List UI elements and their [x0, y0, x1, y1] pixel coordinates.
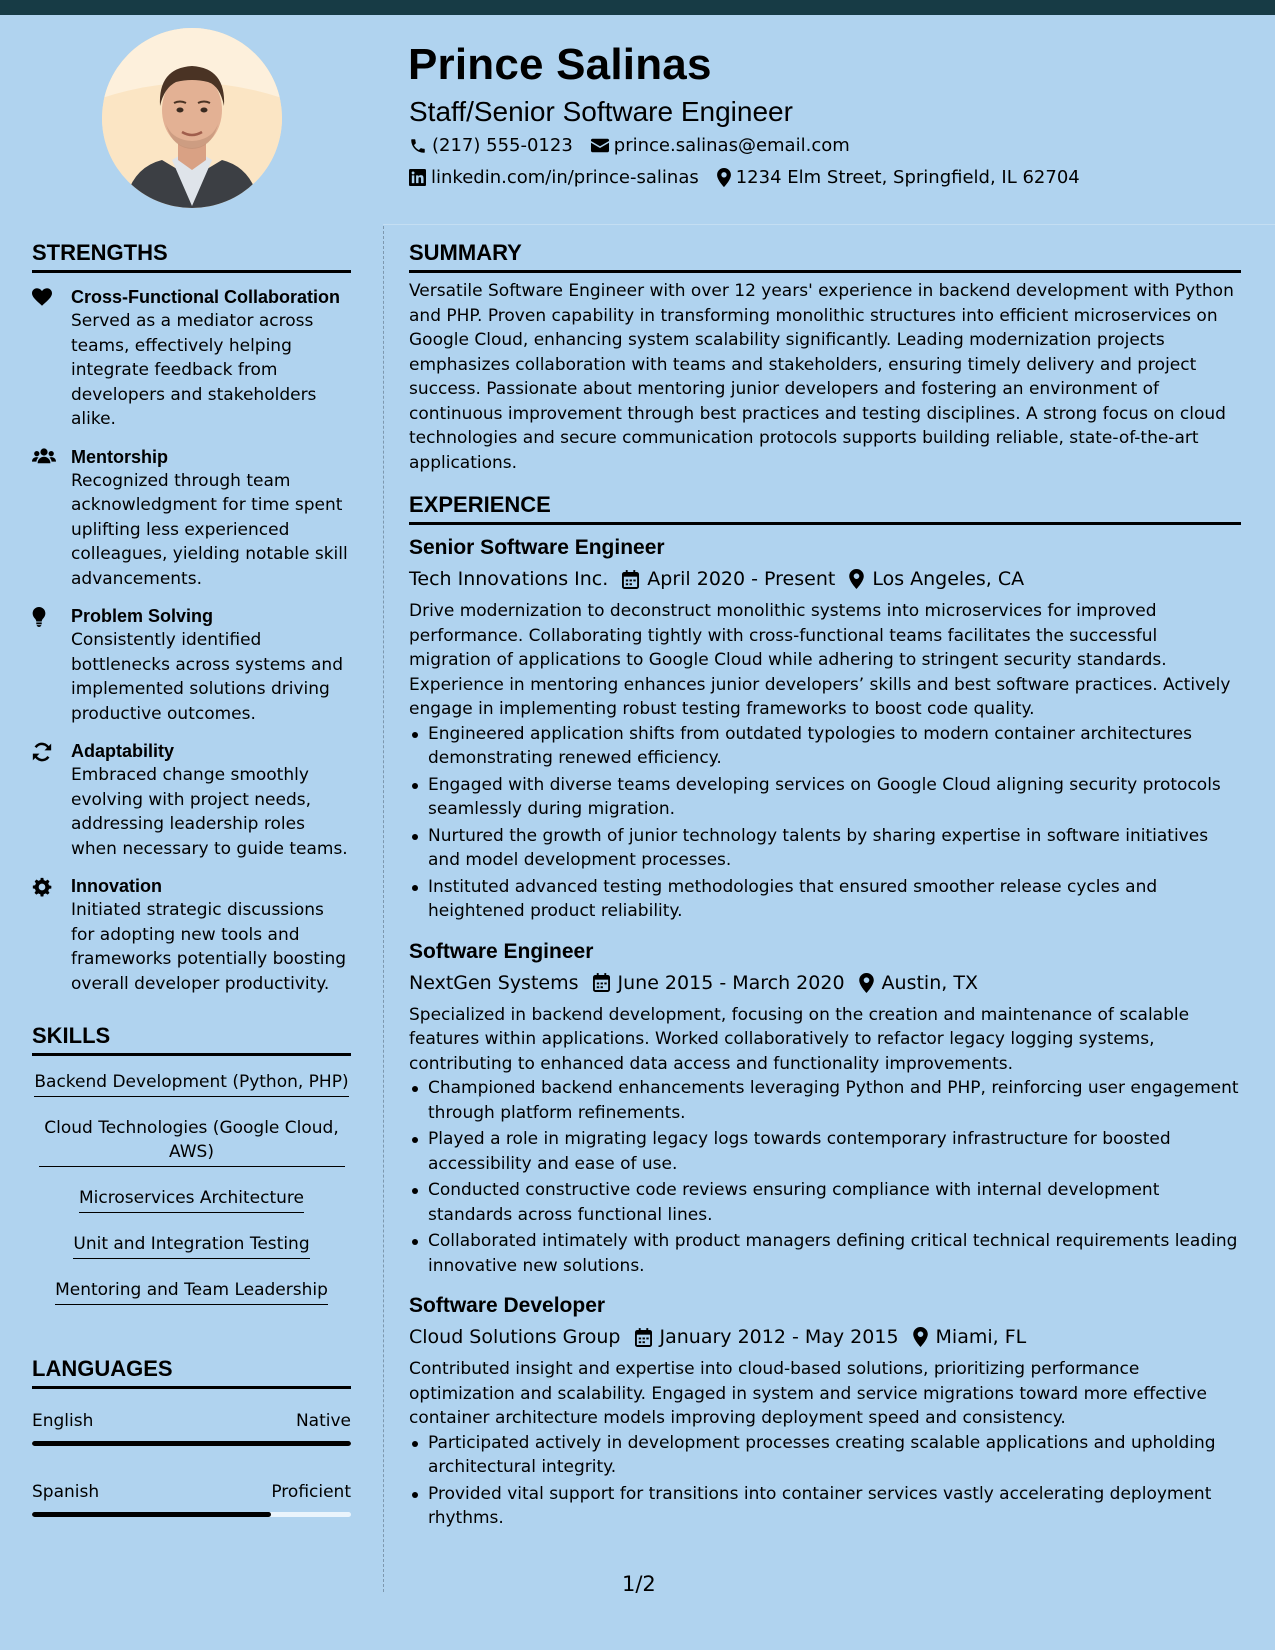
list-item: Provided vital support for transitions into container services vastly accelerating deployment rhythms. — [409, 1482, 1241, 1531]
language-name: English — [32, 1411, 94, 1431]
job-dates — [622, 565, 835, 593]
strength-title: Mentorship — [71, 446, 168, 467]
strength-item — [32, 739, 351, 861]
skills-list — [32, 1062, 351, 1316]
job-location-text: Miami, FL — [935, 1326, 1027, 1348]
list-item: Participated actively in development processes creating scalable applications and upholding architectural integrity. — [409, 1431, 1241, 1480]
main-content — [409, 240, 1241, 1533]
strength-title: Adaptability — [71, 741, 175, 761]
skills-heading: SKILLS — [32, 1023, 351, 1056]
job-entry — [409, 534, 1241, 924]
skill-tag: Microservices Architecture — [79, 1178, 304, 1213]
phone-contact — [409, 135, 573, 156]
avatar — [102, 28, 282, 208]
email-text[interactable]: prince.salinas@email.com — [613, 135, 850, 156]
strength-title: Cross-Functional Collaboration — [71, 287, 341, 307]
job-dates-text: April 2020 - Present — [647, 568, 836, 590]
strength-desc: Embraced change smoothly evolving with project needs, addressing leadership roles when necessary to guide teams. — [71, 765, 348, 859]
company-name: Cloud Solutions Group — [409, 1326, 621, 1348]
calendar-icon — [622, 570, 639, 589]
sidebar — [32, 240, 351, 1517]
heart-icon — [32, 288, 52, 306]
job-dates — [593, 969, 845, 997]
strengths-list — [32, 285, 351, 996]
strength-title: Problem Solving — [71, 606, 214, 626]
list-item: Played a role in migrating legacy logs towards contemporary infrastructure for boosted accessibility and ease of use. — [409, 1127, 1241, 1176]
linkedin-contact[interactable] — [409, 167, 699, 188]
skill-tag: Backend Development (Python, PHP) — [34, 1062, 348, 1097]
skill-tag: Mentoring and Team Leadership — [55, 1270, 328, 1305]
list-item: Instituted advanced testing methodologies that ensured smoother release cycles and heightened product reliability. — [409, 875, 1241, 924]
job-entry — [409, 1292, 1241, 1531]
location-pin-icon — [849, 569, 864, 589]
calendar-icon — [635, 1328, 652, 1347]
job-entry — [409, 938, 1241, 1279]
language-item — [32, 1409, 351, 1446]
strengths-heading: STRENGTHS — [32, 240, 351, 273]
phone-icon — [409, 137, 427, 155]
location-pin-icon — [859, 973, 874, 993]
job-dates — [635, 1323, 899, 1351]
strength-item — [32, 604, 351, 726]
calendar-icon — [593, 973, 610, 992]
summary-heading: SUMMARY — [409, 240, 1241, 273]
address-text: 1234 Elm Street, Springfield, IL 62704 — [735, 167, 1080, 188]
strength-desc: Served as a mediator across teams, effectively helping integrate feedback from developers and stakeholders alike. — [71, 311, 317, 429]
job-bullets — [409, 1431, 1241, 1531]
top-accent-bar — [0, 0, 1275, 15]
language-level: Proficient — [271, 1482, 351, 1502]
envelope-icon — [591, 138, 609, 153]
job-location — [849, 565, 1024, 593]
phone-text: (217) 555-0123 — [432, 135, 573, 156]
users-icon — [32, 448, 56, 464]
job-description: Specialized in backend development, focusing on the creation and maintenance of scalable features within applications. Worked collaboratively to refactor legacy logging systems, contributing to enhanced data access and functionality improvements. — [409, 1004, 1190, 1074]
job-role: Software Developer — [409, 1294, 606, 1317]
location-pin-icon — [717, 168, 731, 187]
company-name: Tech Innovations Inc. — [409, 568, 609, 590]
job-description: Contributed insight and expertise into cloud-based solutions, prioritizing performance optimization and scalability. Engaged in system and service migrations toward more effective container architecture models improving deployment speed and consistency. — [409, 1359, 1207, 1428]
linkedin-text[interactable]: linkedin.com/in/prince-salinas — [431, 167, 699, 188]
job-meta — [409, 969, 1241, 997]
strength-item — [32, 445, 351, 592]
strength-desc: Initiated strategic discussions for adopting new tools and frameworks potentially boosting overall developer productivity. — [71, 900, 347, 994]
list-item: Engineered application shifts from outdated typologies to modern container architectures demonstrating renewed efficiency. — [409, 722, 1241, 771]
list-item: Engaged with diverse teams developing services on Google Cloud aligning security protocols seamlessly during migration. — [409, 773, 1241, 822]
candidate-name: Prince Salinas — [408, 40, 712, 89]
contact-row — [409, 135, 868, 156]
experience-heading: EXPERIENCE — [409, 492, 1241, 525]
job-meta — [409, 565, 1241, 593]
strength-desc: Consistently identified bottlenecks across systems and implemented solutions driving productive outcomes. — [71, 630, 343, 724]
language-proficiency-fill — [32, 1512, 271, 1517]
job-location-text: Los Angeles, CA — [872, 568, 1025, 590]
language-name: Spanish — [32, 1482, 100, 1502]
summary-text: Versatile Software Engineer with over 12 years' experience in backend development with Python and PHP. Proven capability in transforming monolithic structures into efficient microservices on Google Cloud, enhancing system scalability significantly. Leading modernization projects emphasizes collaboration with teams and stakeholders, ensuring timely delivery and project success. Passionate about mentoring junior developers and fostering an environment of continuous improvement through best practices and testing disciplines. A strong focus on cloud technologies and secure communication protocols supports building reliable, state-of-the-art applications. — [409, 281, 1234, 473]
job-location-text: Austin, TX — [881, 971, 978, 994]
company-name: NextGen Systems — [409, 971, 579, 994]
job-dates-text: June 2015 - March 2020 — [617, 971, 845, 994]
skill-tag: Unit and Integration Testing — [73, 1224, 309, 1259]
skill-tag: Cloud Technologies (Google Cloud, AWS) — [39, 1108, 345, 1167]
job-location — [859, 969, 978, 997]
job-bullets — [409, 1076, 1241, 1278]
strength-title: Innovation — [71, 876, 162, 896]
location-pin-icon — [913, 1327, 928, 1347]
strength-desc: Recognized through team acknowledgment for time spent uplifting less experienced colleagues, yielding notable skill advancements. — [71, 470, 348, 589]
list-item: Conducted constructive code reviews ensuring compliance with internal development standards across functional lines. — [409, 1178, 1241, 1227]
languages-heading: LANGUAGES — [32, 1356, 351, 1389]
column-divider — [383, 226, 384, 1592]
language-proficiency-bar — [32, 1512, 351, 1517]
address-contact — [717, 167, 1080, 188]
header-divider — [383, 224, 1275, 225]
list-item: Nurtured the growth of junior technology talents by sharing expertise in software initiatives and model development processes. — [409, 824, 1241, 873]
candidate-title: Staff/Senior Software Engineer — [409, 96, 793, 127]
language-item — [32, 1480, 351, 1517]
strength-item — [32, 285, 351, 432]
gear-icon — [32, 877, 52, 897]
email-contact[interactable] — [591, 135, 850, 156]
job-role: Senior Software Engineer — [409, 536, 665, 559]
linkedin-icon — [409, 169, 426, 186]
job-description: Drive modernization to deconstruct monolithic systems into microservices for improved performance. Collaborating tightly with cross-functional teams facilitates the successful migration of applications to Google Cloud while adhering to stringent security standards. Experience in mentoring enhances junior developers’ skills and best software practices. Actively engage in implementing robust testing frameworks to boost code quality. — [409, 601, 1231, 719]
contact-row — [409, 167, 1098, 188]
list-item: Championed backend enhancements leveraging Python and PHP, reinforcing user engagement through platform refinements. — [409, 1076, 1241, 1125]
job-bullets — [409, 722, 1241, 924]
strength-item — [32, 874, 351, 996]
job-location — [913, 1323, 1027, 1351]
language-proficiency-bar — [32, 1441, 351, 1446]
lightbulb-icon — [32, 607, 46, 627]
job-role: Software Engineer — [409, 939, 594, 963]
page-number: 1/2 — [622, 1572, 656, 1596]
sync-icon — [32, 742, 52, 762]
language-level: Native — [295, 1411, 351, 1431]
list-item: Collaborated intimately with product managers defining critical technical requirements leading innovative new solutions. — [409, 1229, 1241, 1278]
language-proficiency-fill — [32, 1441, 351, 1446]
job-meta — [409, 1323, 1241, 1351]
job-dates-text: January 2012 - May 2015 — [659, 1326, 899, 1348]
